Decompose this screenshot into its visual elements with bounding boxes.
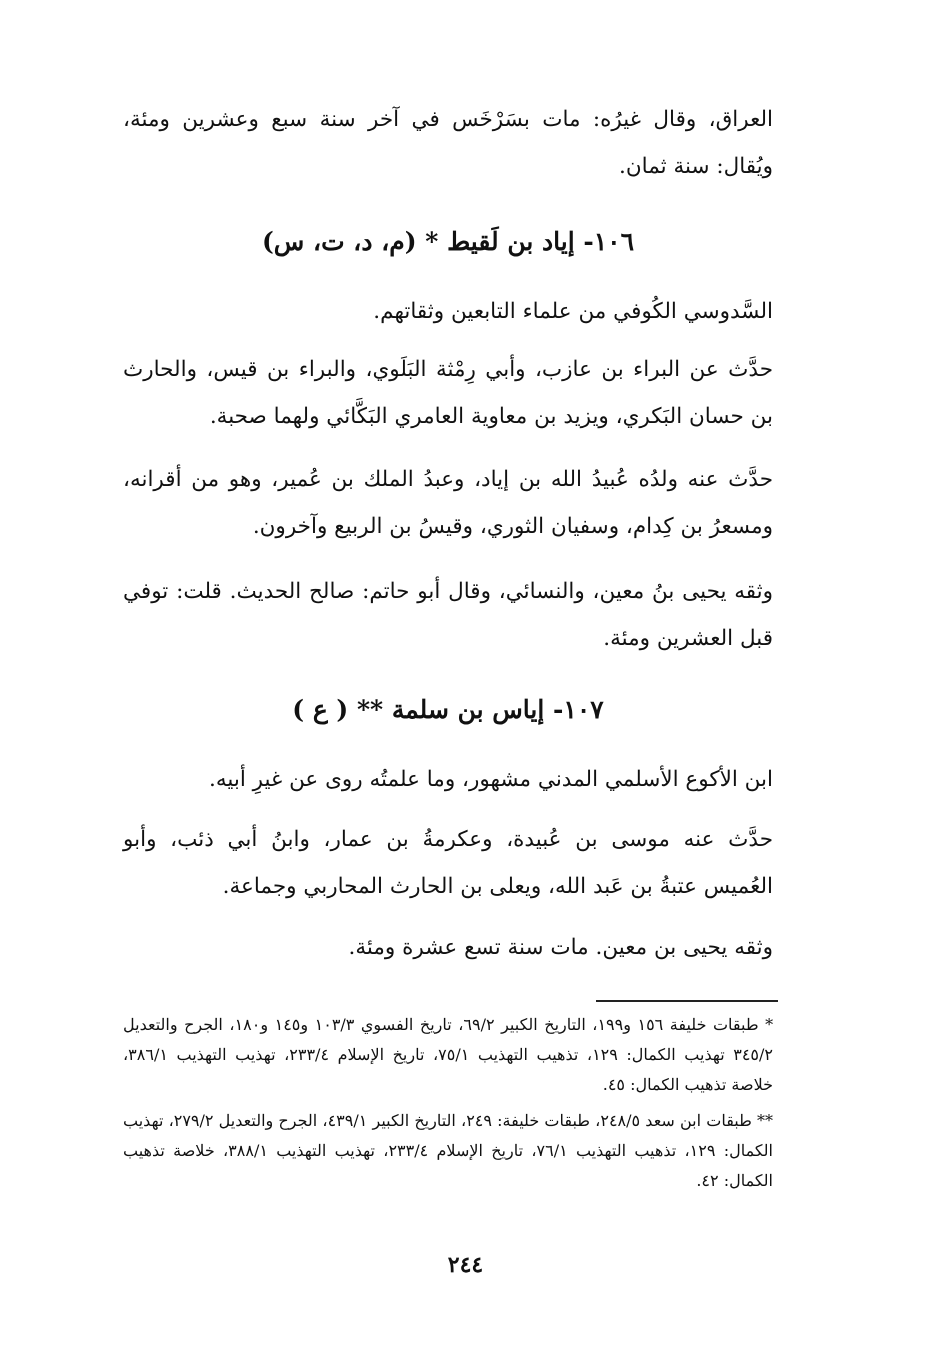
footnote-divider [596,1000,778,1002]
entry-106-paragraph-1: السَّدوسي الكُوفي من علماء التابعين وثقاتهم. [373,299,773,324]
page-number: ٢٤٤ [447,1252,484,1278]
entry-heading-107: ١٠٧- إياس بن سلمة ** ( ع ) [292,695,604,724]
entry-107-paragraph-3: وثقه يحيى بن معين. مات سنة تسع عشرة ومئة. [348,935,773,960]
entry-heading-106: ١٠٦- إياد بن لَقيط * (م، د، ت، س) [261,227,635,256]
entry-107-paragraph-1: ابن الأكوع الأسلمي المدني مشهور، وما علمتُه روى عن غيرِ أبيه. [209,767,773,792]
footnote-2: ** طبقات ابن سعد ٢٤٨/٥، طبقات خليفة: ٢٤٩، التاريخ الكبير ٤٣٩/١، الجرح والتعديل ٢٧٩/٢، تهذيب الكمال: ١٢٩، تذهيب التهذيب ٧٦/١، تاريخ الإسلام ٢٣٣/٤، تهذيب التهذيب ٣٨٨/١، خلاصة تذهيب الكمال: ٤٢. [123,1111,774,1190]
continuation-paragraph: العراق، وقال غيرُه: مات بسَرْخَس في آخر سنة سبع وعشرين ومئة، ويُقال: سنة ثمان. [123,107,773,179]
entry-106-paragraph-3: حدَّث عنه ولدُه عُبيدُ الله بن إياد، وعبدُ الملك بن عُمير، وهو من أقرانه، ومسعرُ بن كِدام، وسفيان الثوري، وقيسُ بن الربيع وآخرون. [123,467,773,539]
entry-107-paragraph-2: حدَّث عنه موسى بن عُبيدة، وعكرمةُ بن عمار، وابنُ أبي ذئب، وأبو العُميس عتبةُ بن عَبد الله، ويعلى بن الحارث المحاربي وجماعة. [123,827,773,899]
footnote-1: * طبقات خليفة ١٥٦ و١٩٩، التاريخ الكبير ٦٩/٢، تاريخ الفسوي ١٠٣/٣ و١٤٥ و١٨٠، الجرح والتعديل ٣٤٥/٢ تهذيب الكمال: ١٢٩، تذهيب التهذيب ٧٥/١، تاريخ الإسلام ٢٣٣/٤، تهذيب التهذيب ٣٨٦/١، خلاصة تذهيب الكمال: ٤٥. [123,1015,774,1094]
entry-106-paragraph-4: وثقه يحيى بنُ معين، والنسائي، وقال أبو حاتم: صالح الحديث. قلت: توفي قبل العشرين ومئة. [123,579,773,651]
footnotes [123,1010,773,1202]
entry-106-paragraph-2: حدَّث عن البراء بن عازب، وأبي رِمْثة البَلَوي، والبراء بن قيس، والحارث بن حسان البَكري، ويزيد بن معاوية العامري البَكَّائي ولهما صحبة. [123,357,773,429]
